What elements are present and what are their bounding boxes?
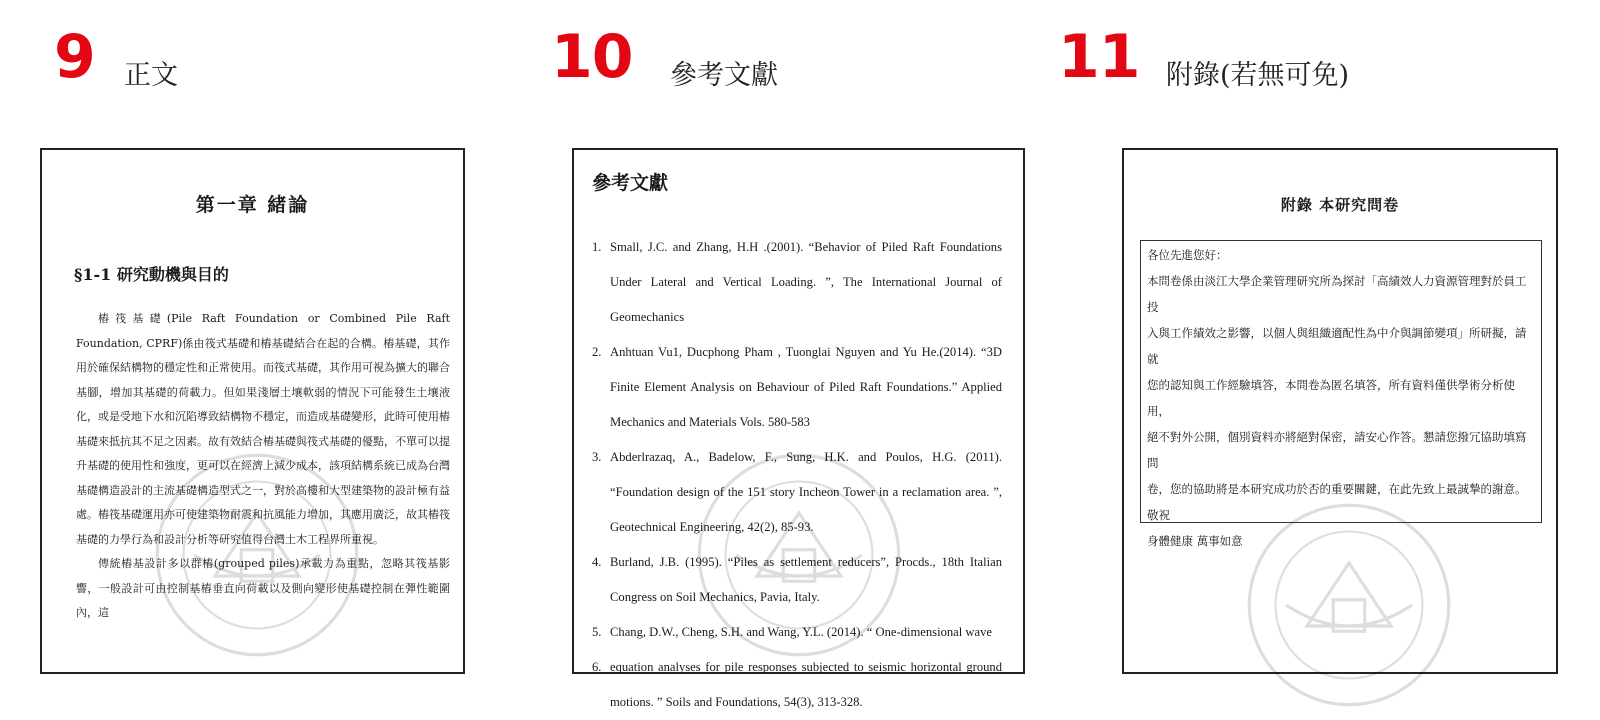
section-number-10: 10: [551, 22, 633, 92]
reference-number: 1.: [592, 240, 602, 254]
intro-line: 絕不對外公開，個別資料亦將絕對保密，請安心作答。懇請您撥冗協助填寫問: [1147, 430, 1527, 470]
reference-text: Anhtuan Vu1, Ducphong Pham , Tuonglai Nguyen and Yu He.(2014). “3D Finite Element Analysis on Behaviour of Piled Raft Foundations.” Applied Mechanics and Materials Vols. 580-583: [610, 345, 1002, 429]
reference-list: [592, 230, 1002, 720]
reference-number: 3.: [592, 450, 602, 464]
appendix-page-thumbnail: [1122, 148, 1558, 674]
section-title-body: 正文: [124, 60, 178, 91]
body-text: [76, 307, 450, 626]
reference-text: Small, J.C. and Zhang, H.H .(2001). “Behavior of Piled Raft Foundations Under Lateral and Vertical Loading. ”, The International Journal of Geomechanics: [610, 240, 1002, 324]
reference-item: [592, 440, 1002, 545]
reference-text: Abderlrazaq, A., Badelow, F., Sung, H.K. and Poulos, H.G. (2011). “Foundation design of the 151 story Incheon Tower in a reclamation area. ”, Geotechnical Engineering, 42(2), 85-93.: [610, 450, 1002, 534]
section-title-references: 參考文獻: [670, 60, 778, 91]
intro-line: 本問卷係由淡江大學企業管理研究所為探討「高績效人力資源管理對於員工投: [1147, 274, 1527, 314]
reference-number: 6.: [592, 660, 602, 674]
reference-number: 2.: [592, 345, 602, 359]
reference-text: Chang, D.W., Cheng, S.H. and Wang, Y.L. (2014). “ One-dimensional wave: [610, 625, 992, 639]
reference-number: 5.: [592, 625, 602, 639]
intro-line: 您的認知與工作經驗填答，本問卷為匿名填答，所有資料僅供學術分析使用，: [1147, 378, 1515, 418]
reference-text: Burland, J.B. (1995). “Piles as settlement reducers”, Procds., 18th Italian Congress on Soil Mechanics, Pavia, Italy.: [610, 555, 1002, 604]
appendix-title: 附錄 本研究問卷: [1280, 196, 1400, 214]
intro-line: 敬祝: [1147, 508, 1170, 522]
reference-number: 4.: [592, 555, 602, 569]
paragraph: 樁筏基礎(Pile Raft Foundation or Combined Pile Raft Foundation, CPRF)係由筏式基礎和樁基礎結合在起的合構。樁基礎，其作用於確保結構物的穩定性和正常使用。而筏式基礎，其作用可視為擴大的聯合基腳，增加其基礎的荷載力。但如果淺層土壤軟弱的情況下可能發生土壤液化，或是受地下水和沉陷導致結構物不穩定，而造成基礎變形，此時可使用樁基礎來抵抗其不足之因素。故有效結合樁基礎與筏式基礎的優點，不單可以提升基礎的使用性和強度，更可以在經濟上減少成本，該項結構系統已成為台灣基礎構造設計的主流基礎構造型式之一，對於高樓和大型建築物的設計極有益處。樁筏基礎運用亦可使建築物耐震和抗風能力增加，其應用廣泛，故其樁筏基礎的力學行為和設計分析等研究值得台灣土木工程界所重視。: [76, 312, 450, 546]
reference-item: [592, 650, 1002, 720]
intro-line: 卷，您的協助將是本研究成功於否的重要關鍵，在此先致上最誠摯的謝意。: [1147, 482, 1527, 496]
references-heading: 參考文獻: [592, 172, 669, 194]
section-heading: §1-1 研究動機與目的: [74, 265, 229, 284]
body-page-thumbnail: [40, 148, 465, 674]
reference-item: [592, 545, 1002, 615]
section-title-appendix: 附錄(若無可免): [1166, 60, 1350, 91]
intro-line: 各位先進您好：: [1147, 248, 1228, 262]
intro-line: 身體健康 萬事如意: [1147, 534, 1243, 548]
questionnaire-intro-box: [1140, 240, 1542, 548]
references-page-thumbnail: [572, 148, 1025, 709]
section-number-11: 11: [1058, 22, 1140, 92]
reference-item: [592, 335, 1002, 440]
section-number-9: 9: [54, 22, 95, 92]
reference-text: equation analyses for pile responses subjected to seismic horizontal ground motions. ” Soils and Foundations, 54(3), 313-328.: [610, 660, 1002, 709]
paragraph: 傳統樁基設計多以群樁(grouped piles)承載力為重點，忽略其筏基影響，一般設計可由控制基樁垂直向荷載以及側向變形使基礎控制在彈性範圍內，這: [76, 557, 450, 619]
intro-line: 入與工作績效之影響，以個人與組織適配性為中介與調節變項」所研擬，請就: [1147, 326, 1527, 366]
chapter-heading: 第一章 緒論: [195, 194, 310, 216]
reference-item: [592, 615, 1002, 650]
reference-item: [592, 230, 1002, 335]
